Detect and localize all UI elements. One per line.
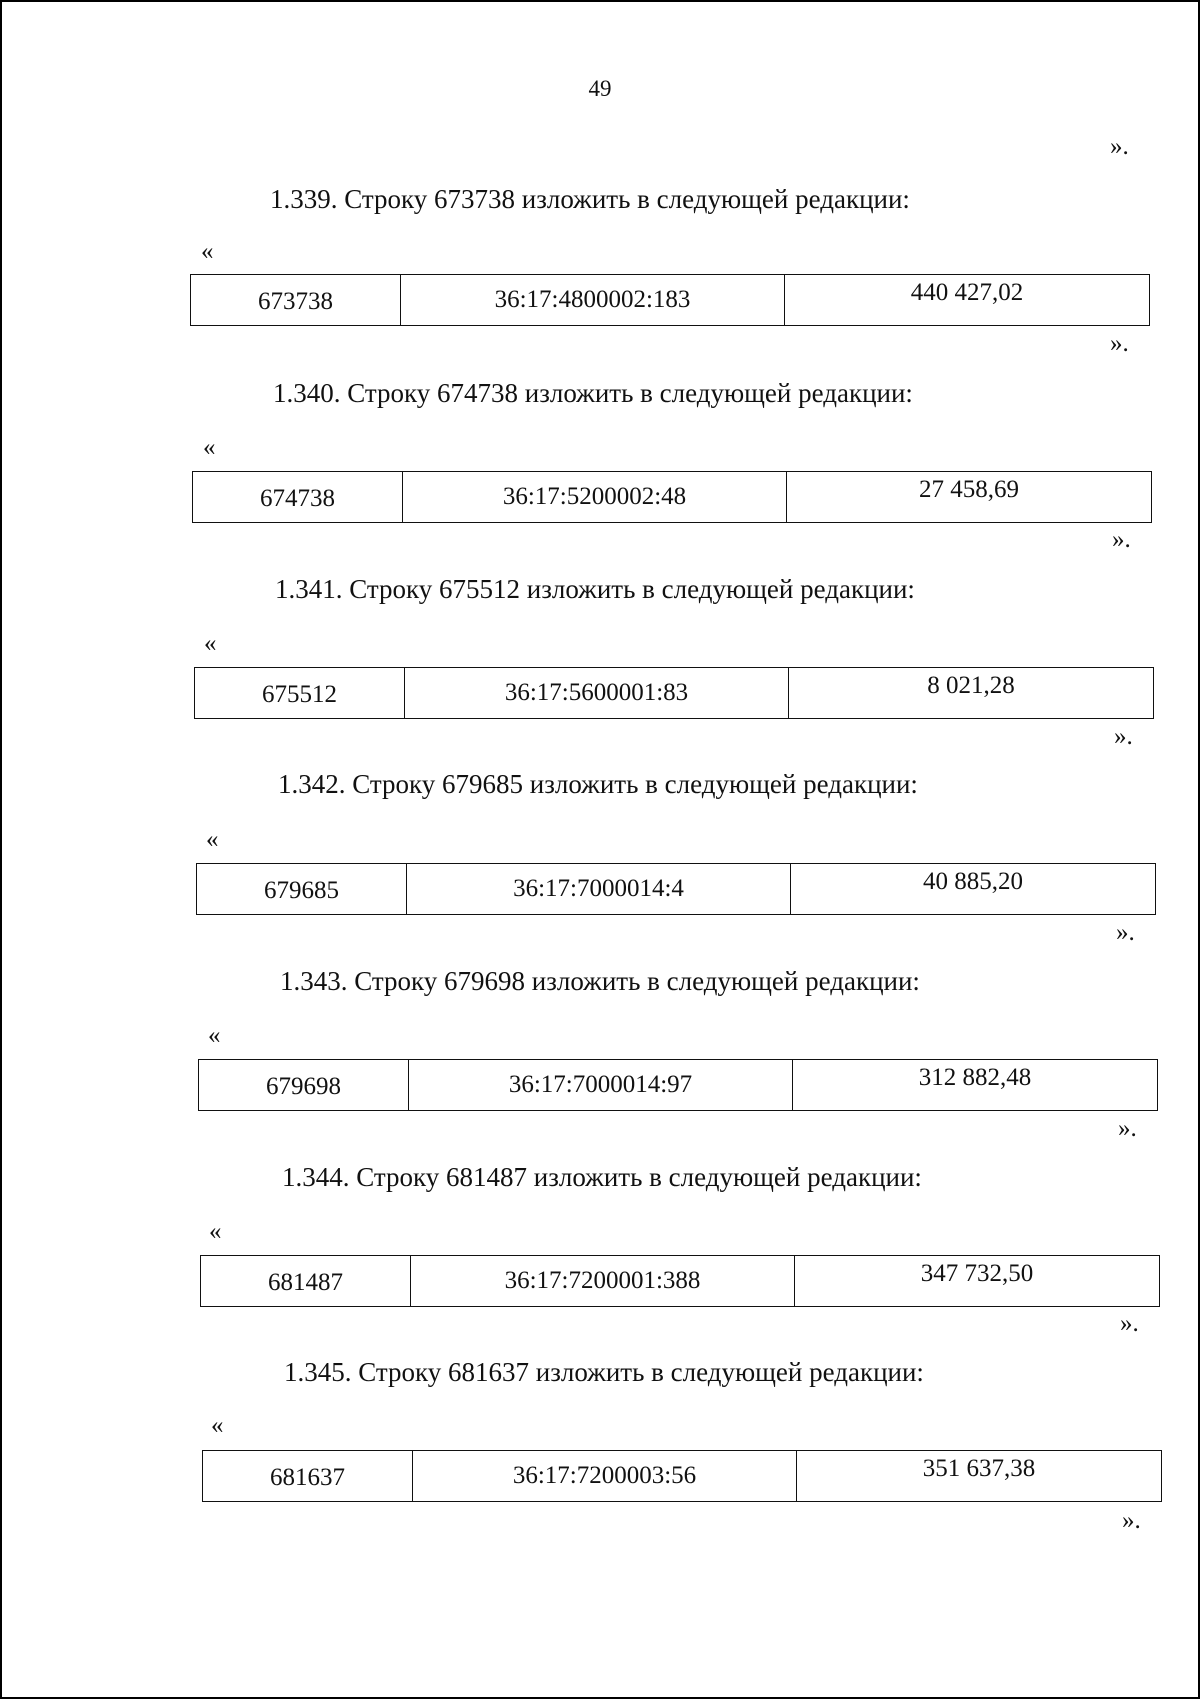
closing-quote: ». [1120, 1310, 1139, 1337]
opening-quote: « [209, 1218, 222, 1245]
cadastral-number-cell: 36:17:5200002:48 [403, 472, 787, 522]
section-heading: 1.344. Строку 681487 изложить в следующей редакции: [282, 1162, 922, 1192]
cadastral-number-cell: 36:17:7000014:4 [407, 864, 791, 914]
section-heading: 1.340. Строку 674738 изложить в следующей редакции: [273, 378, 913, 408]
page-number: 49 [588, 76, 612, 101]
cadastral-number-cell: 36:17:4800002:183 [401, 275, 785, 325]
value-cell: 347 732,50 [920, 1260, 1034, 1287]
table-row [198, 1059, 1158, 1111]
row-number-cell: 674738 [193, 472, 403, 522]
table-row [202, 1450, 1162, 1502]
opening-quote: « [201, 238, 214, 265]
row-number-cell: 681637 [203, 1451, 413, 1501]
section-heading: 1.341. Строку 675512 изложить в следующей редакции: [275, 574, 915, 604]
row-number-cell: 679698 [199, 1060, 409, 1110]
closing-quote: ». [1112, 526, 1131, 553]
opening-quote: « [204, 630, 217, 657]
section-heading: 1.343. Строку 679698 изложить в следующей редакции: [280, 966, 920, 996]
row-number-cell: 679685 [197, 864, 407, 914]
value-cell: 40 885,20 [923, 868, 1023, 895]
table-row [190, 274, 1150, 326]
cadastral-number-cell: 36:17:7000014:97 [409, 1060, 793, 1110]
opening-quote: « [206, 826, 219, 853]
opening-quote: « [203, 434, 216, 461]
cadastral-number-cell: 36:17:7200001:388 [411, 1256, 795, 1306]
closing-quote: ». [1122, 1507, 1141, 1534]
closing-quote: ». [1118, 1115, 1137, 1142]
closing-quote: ». [1114, 723, 1133, 750]
cadastral-number-cell: 36:17:7200003:56 [413, 1451, 797, 1501]
closing-quote: ». [1110, 133, 1129, 160]
table-row [192, 471, 1152, 523]
value-cell: 27 458,69 [919, 476, 1019, 503]
table-row [200, 1255, 1160, 1307]
value-cell: 351 637,38 [922, 1455, 1036, 1482]
table-row [196, 863, 1156, 915]
value-cell: 312 882,48 [918, 1064, 1032, 1091]
section-heading: 1.339. Строку 673738 изложить в следующей редакции: [270, 184, 910, 214]
cadastral-number-cell: 36:17:5600001:83 [405, 668, 789, 718]
row-number-cell: 673738 [191, 275, 401, 325]
section-heading: 1.342. Строку 679685 изложить в следующей редакции: [278, 769, 918, 799]
value-cell: 8 021,28 [927, 672, 1015, 699]
opening-quote: « [211, 1412, 224, 1439]
closing-quote: ». [1116, 919, 1135, 946]
section-heading: 1.345. Строку 681637 изложить в следующей редакции: [284, 1357, 924, 1387]
row-number-cell: 675512 [195, 668, 405, 718]
row-number-cell: 681487 [201, 1256, 411, 1306]
closing-quote: ». [1110, 330, 1129, 357]
opening-quote: « [208, 1022, 221, 1049]
value-cell: 440 427,02 [910, 279, 1024, 306]
table-row [194, 667, 1154, 719]
